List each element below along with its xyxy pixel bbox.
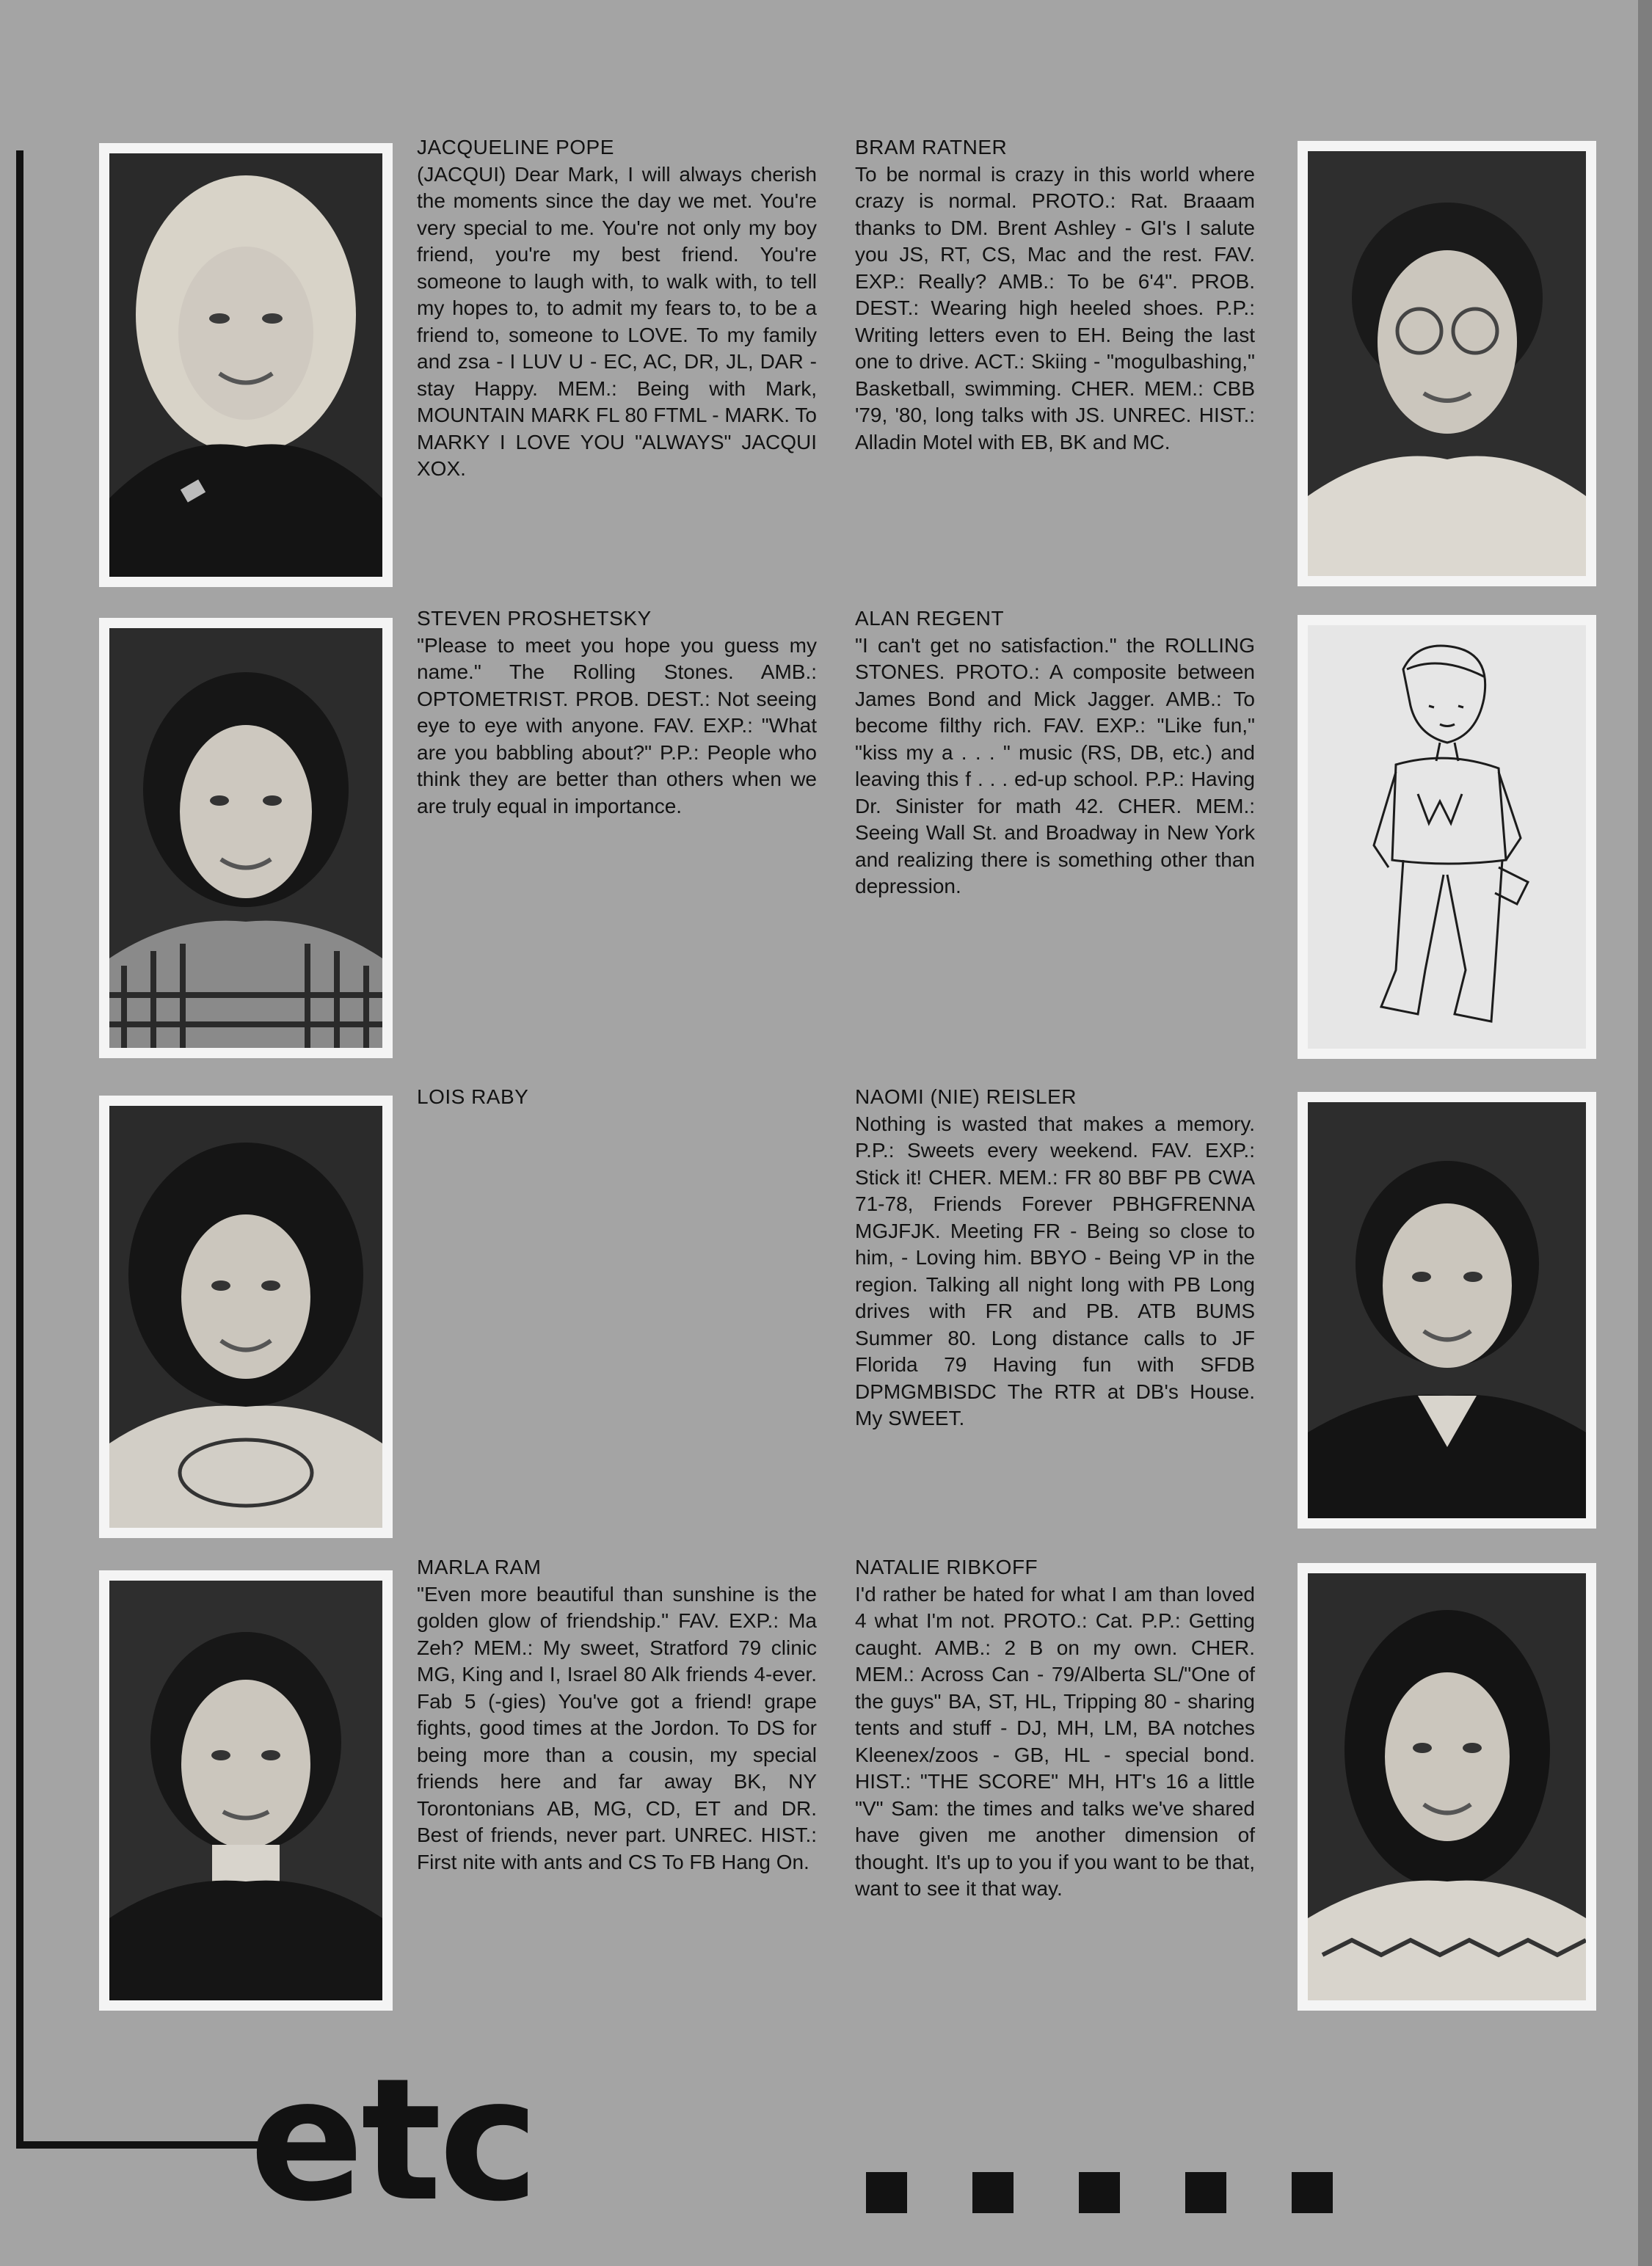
- portrait-photo: [109, 1581, 382, 2000]
- student-name: JACQUELINE POPE: [417, 136, 614, 159]
- photo-frame-marla-ram: [99, 1570, 393, 2011]
- photo-frame-lois-raby: [99, 1096, 393, 1538]
- entry-marla-ram: [417, 1554, 817, 1876]
- student-name: NAOMI (NIE) REISLER: [855, 1085, 1077, 1108]
- portrait-photo: [109, 1106, 382, 1528]
- photo-frame-steven-proshetsky: [99, 618, 393, 1058]
- student-name: NATALIE RIBKOFF: [855, 1556, 1038, 1578]
- sketch-drawing: [1308, 625, 1586, 1049]
- entry-bram-ratner: [855, 134, 1255, 456]
- student-name: BRAM RATNER: [855, 136, 1008, 159]
- student-write-up: To be normal is crazy in this world where crazy is normal. PROTO.: Rat. Braaam thanks to DM. Brent Ashley - GI's I salute you JS, RT, CS, Mac and the rest. FAV. EXP.: Really? AMB.: To be 6'4". PROB. DEST.: Wearing high heeled shoes. P.P.: Writing letters even to EH. Being the last one to drive. ACT.: Skiing - "mogulbashing," Basketball, swimming. CHER. MEM.: CBB '79, '80, long talks with JS. UNREC. HIST.: Alladin Motel with EB, BK and MC.: [855, 162, 1255, 453]
- entry-steven-proshetsky: [417, 605, 817, 820]
- ellipsis-dots: [866, 2172, 1438, 2216]
- binding-edge: [1638, 0, 1652, 2266]
- entry-naomi-reisler: [855, 1084, 1255, 1432]
- ellipsis-dot: [1185, 2172, 1226, 2213]
- entry-jacqueline-pope: [417, 134, 817, 483]
- entry-lois-raby: [417, 1084, 817, 1111]
- photo-frame-bram-ratner: [1298, 141, 1596, 586]
- ellipsis-dot: [1292, 2172, 1333, 2213]
- entry-natalie-ribkoff: [855, 1554, 1255, 1903]
- ellipsis-dot: [972, 2172, 1014, 2213]
- photo-frame-alan-regent: [1298, 615, 1596, 1059]
- student-write-up: "I can't get no satisfaction." the ROLLING STONES. PROTO.: A composite between James Bond and Mick Jagger. AMB.: To become filthy rich. FAV. EXP.: "Like fun," "kiss my a . . . " music (RS, DB, etc.) and leaving this f . . . ed-up school. P.P.: Having Dr. Sinister for math 42. CHER. MEM.: Seeing Wall St. and Broadway in New York and realizing there is something other than depression.: [855, 633, 1255, 897]
- student-write-up: (JACQUI) Dear Mark, I will always cherish the moments since the day we met. You're very special to me. You're not only my boy friend, you're my best friend. You're someone to laugh with, to walk with, to tell my hopes to, to admit my fears to, to be a friend to, someone to LOVE. To my family and zsa - I LUV U - EC, AC, DR, JL, DAR - stay Happy. MEM.: Being with Mark, MOUNTAIN MARK FL 80 FTML - MARK. To MARKY I LOVE YOU "ALWAYS" JACQUI XOX.: [417, 162, 817, 480]
- photo-frame-jacqueline-pope: [99, 143, 393, 587]
- student-name: LOIS RABY: [417, 1085, 529, 1108]
- student-name: STEVEN PROSHETSKY: [417, 607, 652, 630]
- portrait-photo: [109, 153, 382, 577]
- ellipsis-dot: [1079, 2172, 1120, 2213]
- student-write-up: Nothing is wasted that makes a memory. P.P.: Sweets every weekend. FAV. EXP.: Stick it! CHER. MEM.: FR 80 BBF PB CWA 71-78, Friends Forever PBHGFRENNA MGJFJK. Meeting FR - Being so close to him, - Loving him. BBYO - Being VP in the region. Talking all night long with PB Long drives with FR and PB. ATB BUMS Summer 80. Long distance calls to JF Florida 79 Having fun with SFDB DPMGMBISDC The RTR at DB's House. My SWEET.: [855, 1112, 1255, 1429]
- student-write-up: "Even more beautiful than sunshine is the golden glow of friendship." FAV. EXP.: Ma Zeh? MEM.: My sweet, Stratford 79 clinic MG, King and I, Israel 80 Alk friends 4-ever. Fab 5 (-gies) You've got a friend! grape fights, good times at the Jordon. To DS for being more than a cousin, my special friends here and far away BK, NY Torontonians AB, MG, CD, ET and DR. Best of friends, never part. UNREC. HIST.: First nite with ants and CS To FB Hang On.: [417, 1582, 817, 1873]
- student-name: MARLA RAM: [417, 1556, 542, 1578]
- section-title: etc: [250, 2043, 536, 2239]
- photo-frame-naomi-reisler: [1298, 1092, 1596, 1529]
- portrait-photo: [109, 628, 382, 1048]
- student-write-up: "Please to meet you hope you guess my name." The Rolling Stones. AMB.: OPTOMETRIST. PROB. DEST.: Not seeing eye to eye with anyone. FAV. EXP.: "What are you babbling about?" P.P.: People who think they are better than others when we are truly equal in importance.: [417, 633, 817, 817]
- portrait-photo: [1308, 1102, 1586, 1518]
- photo-frame-natalie-ribkoff: [1298, 1563, 1596, 2011]
- student-write-up: I'd rather be hated for what I am than loved 4 what I'm not. PROTO.: Cat. P.P.: Getting caught. AMB.: 2 B on my own. CHER. MEM.: Across Can - 79/Alberta SL/"One of the guys" BA, ST, HL, Tripping 80 - sharing tents and stuff - DJ, MH, LM, BA notches Kleenex/zoos - GB, HL - special bond. HIST.: "THE SCORE" MH, HT's 16 a little "V" Sam: the times and talks we've shared have given me another dimension of thought. It's up to you if you want to be that, want to see it that way.: [855, 1582, 1255, 1900]
- entry-alan-regent: [855, 605, 1255, 900]
- student-name: ALAN REGENT: [855, 607, 1005, 630]
- portrait-photo: [1308, 1573, 1586, 2000]
- portrait-photo: [1308, 151, 1586, 576]
- ellipsis-dot: [866, 2172, 907, 2213]
